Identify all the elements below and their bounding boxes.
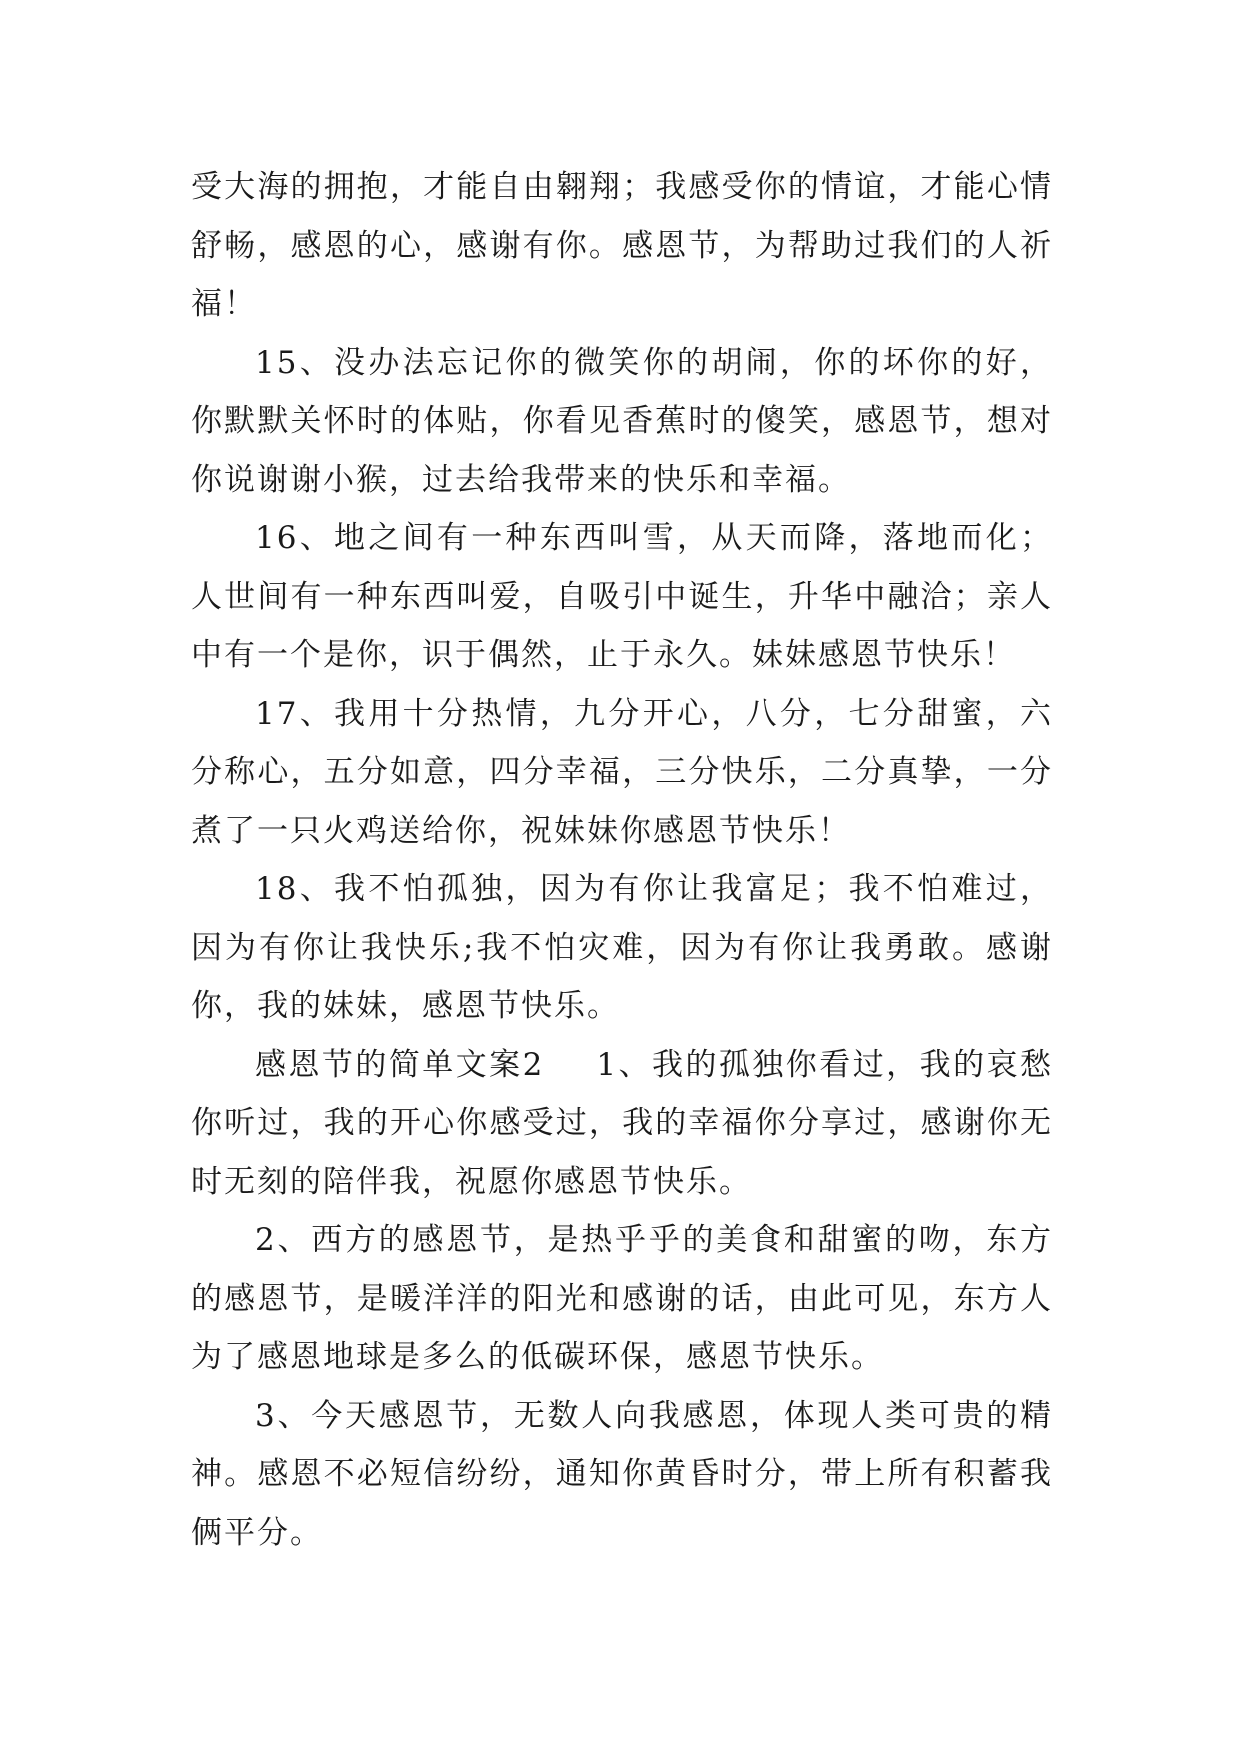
paragraph-item-18: 18、我不怕孤独，因为有你让我富足；我不怕难过，因为有你让我快乐;我不怕灾难，因为有你让我勇敢。感谢你，我的妹妹，感恩节快乐。: [191, 871, 1053, 1024]
section-item-2: 2、西方的感恩节，是热乎乎的美食和甜蜜的吻，东方的感恩节，是暖洋洋的阳光和感谢的话，由此可见，东方人为了感恩地球是多么的低碳环保，感恩节快乐。: [191, 1222, 1053, 1375]
section-item-3: 3、今天感恩节，无数人向我感恩，体现人类可贵的精神。感恩不必短信纷纷，通知你黄昏时分，带上所有积蓄我俩平分。: [191, 1397, 1053, 1551]
paragraph-item-16: 16、地之间有一种东西叫雪，从天而降，落地而化；人世间有一种东西叫爱，自吸引中诞生，升华中融洽；亲人中有一个是你，识于偶然，止于永久。妹妹感恩节快乐！: [191, 520, 1053, 673]
paragraph-continuation: 受大海的拥抱，才能自由翱翔；我感受你的情谊，才能心情舒畅，感恩的心，感谢有你。感恩节，为帮助过我们的人祈福！: [191, 169, 1053, 322]
paragraph-item-15: 15、没办法忘记你的微笑你的胡闹，你的坏你的好，你默默关怀时的体贴，你看见香蕉时的傻笑，感恩节，想对你说谢谢小猴，过去给我带来的快乐和幸福。: [191, 344, 1053, 498]
paragraph-item-17: 17、我用十分热情，九分开心，八分，七分甜蜜，六分称心，五分如意，四分幸福，三分快乐，二分真挚，一分煮了一只火鸡送给你，祝妹妹你感恩节快乐！: [191, 695, 1053, 849]
section-heading: 感恩节的简单文案2: [255, 1046, 545, 1083]
section-item-1: 1、我的孤独你看过，我的哀愁你听过，我的开心你感受过，我的幸福你分享过，感谢你无时无刻的陪伴我，祝愿你感恩节快乐。: [191, 1046, 1053, 1200]
section-paragraph: [191, 1036, 1053, 1212]
document-page: [191, 158, 1053, 1562]
